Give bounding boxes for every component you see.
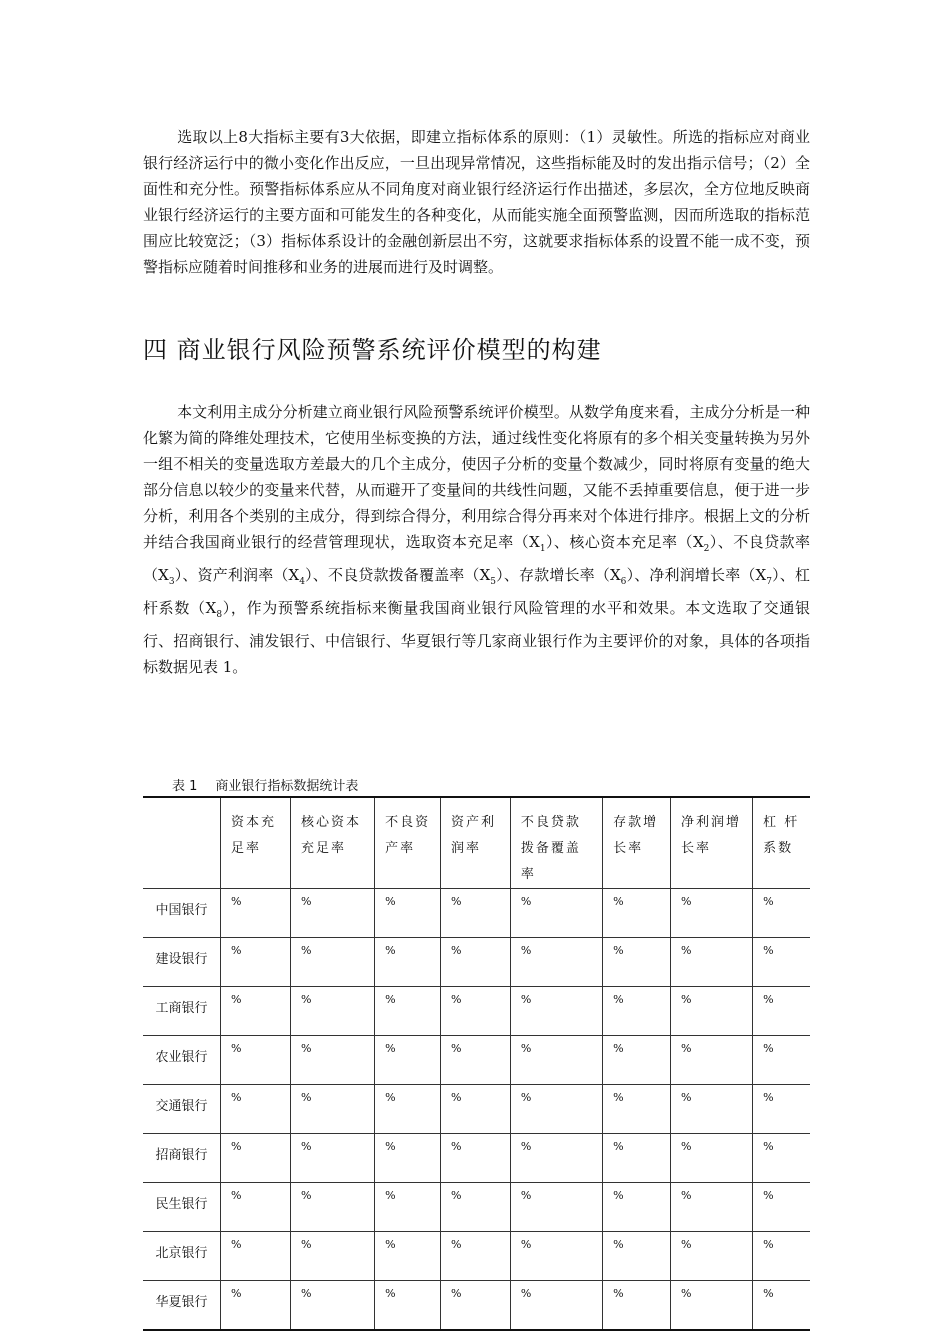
value-cell: %	[221, 1183, 291, 1232]
value-cell: %	[603, 1134, 671, 1183]
value-cell: %	[603, 1232, 671, 1281]
value-cell: %	[290, 1232, 374, 1281]
section-heading: 四 商业银行风险预警系统评价模型的构建	[143, 336, 602, 364]
value-cell: %	[290, 1036, 374, 1085]
value-cell: %	[510, 889, 602, 938]
value-cell: %	[671, 1085, 753, 1134]
value-cell: %	[221, 1134, 291, 1183]
value-cell: %	[510, 938, 602, 987]
value-cell: %	[753, 1036, 810, 1085]
value-cell: %	[753, 1183, 810, 1232]
header-provision-coverage: 不良贷款拨备覆盖率	[510, 797, 602, 889]
value-cell: %	[603, 1085, 671, 1134]
bank-name-cell: 北京银行	[143, 1232, 221, 1281]
bank-name-cell: 建设银行	[143, 938, 221, 987]
value-cell: %	[671, 1183, 753, 1232]
value-cell: %	[671, 1232, 753, 1281]
value-cell: %	[290, 1183, 374, 1232]
bank-indicator-table	[143, 796, 810, 1331]
value-cell: %	[603, 1281, 671, 1331]
value-cell: %	[221, 1036, 291, 1085]
paragraph-criteria-text: 选取以上8大指标主要有3大依据，即建立指标体系的原则：（1）灵敏性。所选的指标应对商业银行经济运行中的微小变化作出反应，一旦出现异常情况，这些指标能及时的发出指示信号；（2）全面性和充分性。预警指标体系应从不同角度对商业银行经济运行作出描述，多层次，全方位地反映商业银行经济运行的主要方面和可能发生的各种变化，从而能实施全面预警监测，因而所选取的指标范围应比较宽泛；（3）指标体系设计的金融创新层出不穷，这就要求指标体系的设置不能一成不变，预警指标应随着时间推移和业务的进展而进行及时调整。	[143, 128, 810, 276]
value-cell: %	[290, 1281, 374, 1331]
table-row	[143, 1085, 810, 1134]
bank-name-cell: 交通银行	[143, 1085, 221, 1134]
value-cell: %	[440, 1036, 510, 1085]
value-cell: %	[440, 1183, 510, 1232]
table-caption-title: 商业银行指标数据统计表	[215, 779, 359, 794]
value-cell: %	[753, 938, 810, 987]
value-cell: %	[603, 1036, 671, 1085]
header-npa-ratio: 不良资产率	[375, 797, 441, 889]
value-cell: %	[603, 938, 671, 987]
value-cell: %	[375, 1085, 441, 1134]
table-body	[143, 889, 810, 1331]
value-cell: %	[510, 1036, 602, 1085]
table-row	[143, 1232, 810, 1281]
value-cell: %	[671, 987, 753, 1036]
value-cell: %	[510, 1232, 602, 1281]
value-cell: %	[290, 1134, 374, 1183]
bank-name-cell: 中国银行	[143, 889, 221, 938]
header-core-capital-adequacy: 核心资本充足率	[290, 797, 374, 889]
table-row	[143, 1036, 810, 1085]
paragraph-criteria	[143, 124, 810, 280]
value-cell: %	[510, 1134, 602, 1183]
value-cell: %	[671, 938, 753, 987]
bank-name-cell: 工商银行	[143, 987, 221, 1036]
bank-name-cell: 华夏银行	[143, 1281, 221, 1331]
value-cell: %	[671, 1036, 753, 1085]
value-cell: %	[375, 1281, 441, 1331]
bank-name-cell: 民生银行	[143, 1183, 221, 1232]
value-cell: %	[753, 889, 810, 938]
value-cell: %	[375, 1183, 441, 1232]
value-cell: %	[375, 987, 441, 1036]
table-row	[143, 1134, 810, 1183]
value-cell: %	[290, 987, 374, 1036]
table-row	[143, 938, 810, 987]
header-leverage: 杠 杆系数	[753, 797, 810, 889]
header-deposit-growth: 存款增长率	[603, 797, 671, 889]
value-cell: %	[671, 1134, 753, 1183]
value-cell: %	[510, 1085, 602, 1134]
bank-name-cell: 招商银行	[143, 1134, 221, 1183]
value-cell: %	[221, 1232, 291, 1281]
value-cell: %	[440, 1085, 510, 1134]
value-cell: %	[375, 1036, 441, 1085]
value-cell: %	[440, 987, 510, 1036]
header-net-profit-growth: 净利润增长率	[671, 797, 753, 889]
table-row	[143, 1281, 810, 1331]
value-cell: %	[375, 938, 441, 987]
value-cell: %	[440, 938, 510, 987]
value-cell: %	[753, 1281, 810, 1331]
value-cell: %	[440, 1232, 510, 1281]
table-row	[143, 889, 810, 938]
value-cell: %	[603, 889, 671, 938]
value-cell: %	[753, 1232, 810, 1281]
value-cell: %	[290, 938, 374, 987]
value-cell: %	[510, 1183, 602, 1232]
header-corner	[143, 797, 221, 889]
value-cell: %	[375, 1134, 441, 1183]
value-cell: %	[753, 1085, 810, 1134]
value-cell: %	[221, 1281, 291, 1331]
paragraph-model: 本文利用主成分分析建立商业银行风险预警系统评价模型。从数学角度来看，主成分分析是一种化繁为简的降维处理技术，它使用坐标变换的方法，通过线性变化将原有的多个相关变量转换为另外一组不相关的变量选取方差最大的几个主成分，使因子分析的变量个数减少，同时将原有变量的绝大部分信息以较少的变量来代替，从而避开了变量间的共线性问题，又能不丢掉重要信息，便于进一步分析，利用各个类别的主成分，得到综合得分，利用综合得分再来对个体进行排序。根据上文的分析并结合我国商业银行的经营管理现状，选取资本充足率$(X_1)$、核心资本充足率$(X_2)$、不良贷款率$(X_3)$、资产利润率$(X_4)$、不良贷款拨备覆盖率$(X_5)$、存款增长率$(X_6)$、净利润增长率$(X_7)$、杠杆系数$(X_8)$，作为预警系统指标来衡量我国商业银行风险管理的水平和效果。本文选取了交通银行、招商银行、浦发银行、中信银行、华夏银行等几家商业银行作为主要评价的对象，具体的各项指标数据见表 1。	[143, 403, 810, 676]
value-cell: %	[290, 889, 374, 938]
value-cell: %	[440, 1134, 510, 1183]
value-cell: %	[753, 1134, 810, 1183]
table-caption	[172, 775, 358, 794]
value-cell: %	[671, 1281, 753, 1331]
value-cell: %	[440, 1281, 510, 1331]
value-cell: %	[510, 987, 602, 1036]
value-cell: %	[221, 889, 291, 938]
header-roa: 资产利润率	[440, 797, 510, 889]
value-cell: %	[510, 1281, 602, 1331]
value-cell: %	[221, 938, 291, 987]
header-capital-adequacy: 资本充足率	[221, 797, 291, 889]
table-header-row	[143, 797, 810, 889]
value-cell: %	[221, 1085, 291, 1134]
value-cell: %	[375, 1232, 441, 1281]
bank-name-cell: 农业银行	[143, 1036, 221, 1085]
value-cell: %	[603, 987, 671, 1036]
table-caption-number: 表 1	[172, 779, 198, 794]
value-cell: %	[671, 889, 753, 938]
value-cell: %	[440, 889, 510, 938]
value-cell: %	[375, 889, 441, 938]
table-row	[143, 1183, 810, 1232]
value-cell: %	[603, 1183, 671, 1232]
value-cell: %	[753, 987, 810, 1036]
table-row	[143, 987, 810, 1036]
value-cell: %	[221, 987, 291, 1036]
value-cell: %	[290, 1085, 374, 1134]
